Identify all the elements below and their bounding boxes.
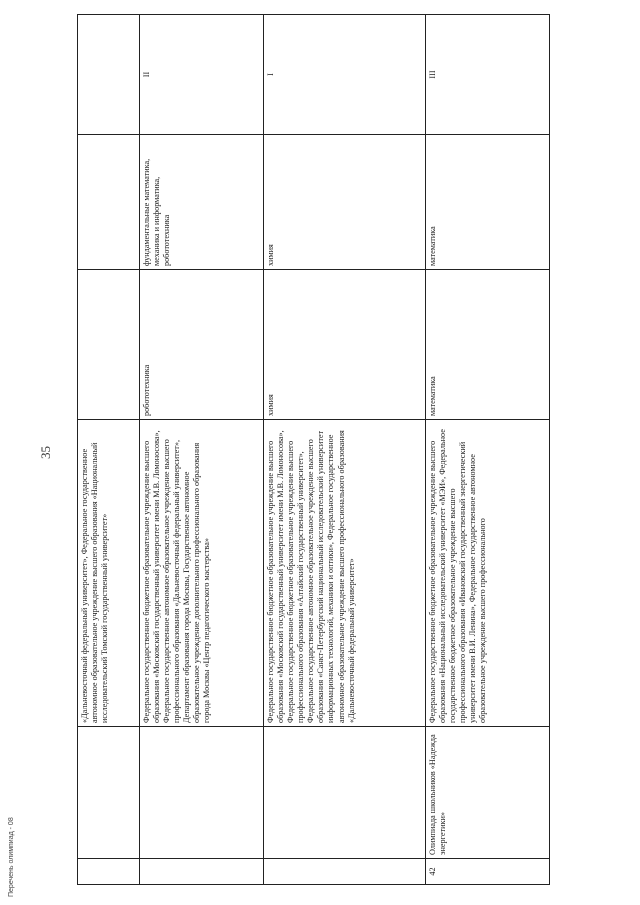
page-number: 35 bbox=[38, 446, 53, 459]
cell-subjects: математика bbox=[426, 135, 550, 270]
cell-level bbox=[78, 15, 140, 135]
cell-profile: робототехника bbox=[140, 270, 264, 420]
cell-level: II bbox=[140, 15, 264, 135]
cell-profile bbox=[78, 270, 140, 420]
cell-organizers: Федеральное государственное бюджетное образовательное учреждение высшего образования «Московский государственный университет имени М.В. Ломоносова», Федеральное государственное автономное образовательное учреждение высшего профессионального образования «Дальневосточный федеральный университет», Департамент образования города Москвы, Государственное автономное образовательное учреждение дополнительного профессионального образования города Москвы «Центр педагогического мастерства» bbox=[140, 420, 264, 727]
cell-number bbox=[78, 859, 140, 885]
cell-subjects: химия bbox=[264, 135, 426, 270]
cell-organizers: Федеральное государственное бюджетное образовательное учреждение высшего образования «Московский государственный университет имени М.В. Ломоносова», Федеральное государственное бюджетное образовательное учреждение высшего профессионального образования «Алтайский государственный университет», Федеральное государственное автономное образовательное учреждение высшего образования «Санкт-Петербургский национальный исследовательский университет информационных технологий, механики и оптики», Федеральное государственное автономное образовательное учреждение высшего профессионального образования «Дальневосточный федеральный университет» bbox=[264, 420, 426, 727]
cell-number bbox=[264, 859, 426, 885]
cell-profile: химия bbox=[264, 270, 426, 420]
cell-level: I bbox=[264, 15, 426, 135]
cell-olympiad bbox=[140, 727, 264, 859]
table-row bbox=[78, 15, 140, 885]
cell-subjects bbox=[78, 135, 140, 270]
cell-subjects: фундаментальные математика, механика и информатика, робототехника bbox=[140, 135, 264, 270]
table-row bbox=[140, 15, 264, 885]
table-row bbox=[426, 15, 550, 885]
cell-number bbox=[140, 859, 264, 885]
cell-olympiad: Олимпиада школьников «Надежда энергетики» bbox=[426, 727, 550, 859]
table-row bbox=[264, 15, 426, 885]
footer-note: Перечень олимпиад - 08 bbox=[8, 817, 15, 897]
cell-level: III bbox=[426, 15, 550, 135]
cell-olympiad bbox=[264, 727, 426, 859]
olympiad-table bbox=[77, 14, 550, 885]
cell-organizers: Федеральное государственное бюджетное образовательное учреждение высшего образования «Национальный исследовательский университет «МЭИ», Федеральное государственное бюджетное образовательное учреждение высшего профессионального образования «Ивановский государственный энергетический университет имени В.И. Ленина», Федеральное государственное автономное образовательное учреждение высшего профессионального bbox=[426, 420, 550, 727]
cell-number: 42 bbox=[426, 859, 550, 885]
cell-olympiad bbox=[78, 727, 140, 859]
cell-organizers: «Дальневосточный федеральный университет», Федеральное государственное автономное образовательное учреждение высшего образования «Национальный исследовательский Томский государственный университет» bbox=[78, 420, 140, 727]
cell-profile: математика bbox=[426, 270, 550, 420]
